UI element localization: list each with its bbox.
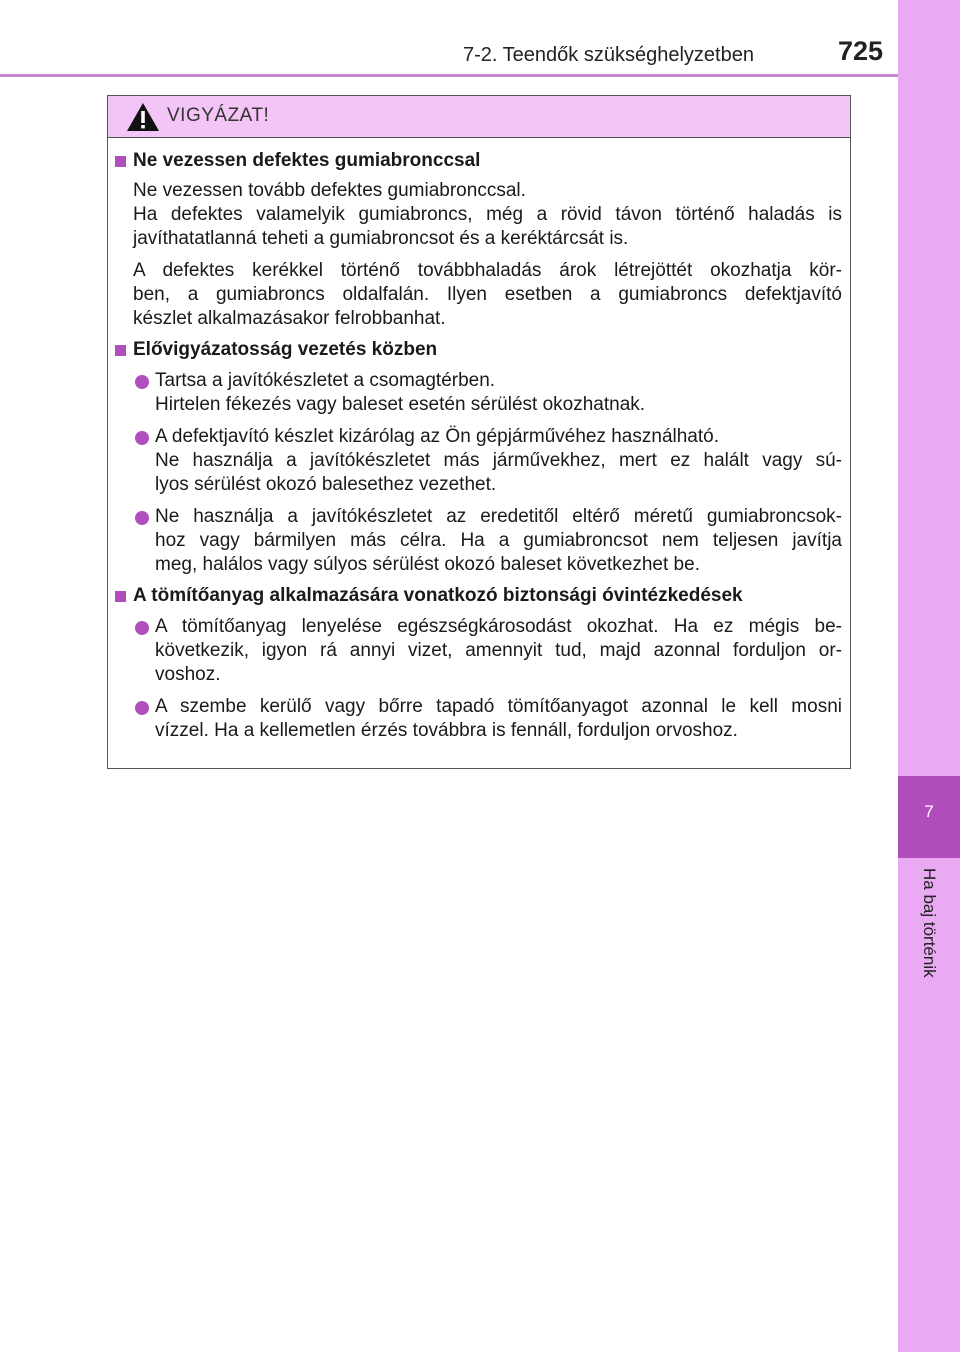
heading-sealant-safety: A tömítőanyag alkalmazására vonatkozó biztonsági óvintézkedések [133,585,743,606]
text-line: Ne használja a javítókészletet más járművekhez, mert ez halált vagy sú- [155,450,842,471]
header-rule [0,74,898,77]
text-line: javíthatatlanná teheti a gumiabroncsot és a keréktárcsát is. [133,228,629,249]
round-bullet-icon [135,511,149,525]
chapter-number: 7 [924,802,934,821]
warning-triangle-icon [126,102,160,132]
text-line: ben, a gumiabroncs oldalfalán. Ilyen esetben a gumiabroncs defektjavító [133,284,842,305]
side-tab [898,0,960,1352]
warning-box [107,95,851,769]
page-number: 725 [838,36,884,66]
round-bullet-icon [135,701,149,715]
round-bullet-icon [135,621,149,635]
warning-header [108,96,850,138]
section-title: 7-2. Teendők szükséghelyzetben [463,44,754,66]
text-line: készlet alkalmazásakor felrobbanhat. [133,308,446,329]
text-line: Tartsa a javítókészletet a csomagtérben. [155,370,496,391]
chapter-tab [898,776,960,858]
round-bullet-icon [135,375,149,389]
text-line: Ne vezessen tovább defektes gumiabronccsal. [133,180,526,201]
square-bullet-icon [115,156,126,167]
warning-title: VIGYÁZAT! [167,105,270,126]
text-line: következik, igyon rá annyi vizet, amennyit tud, majd azonnal forduljon or- [155,640,842,661]
square-bullet-icon [115,345,126,356]
round-bullet-icon [135,431,149,445]
heading-driving-precaution: Elővigyázatosság vezetés közben [133,339,438,360]
text-line: Ne használja a javítókészletet az eredetitől eltérő méretű gumiabroncsok- [155,506,842,527]
text-line: lyos sérülést okozó balesethez vezethet. [155,474,497,495]
text-line: A defektjavító készlet kizárólag az Ön gépjárművéhez használható. [155,426,719,447]
chapter-label [898,868,960,1008]
text-line: vízzel. Ha a kellemetlen érzés továbbra is fennáll, forduljon orvoshoz. [155,720,738,741]
text-line: A tömítőanyag lenyelése egészségkárosodást okozhat. Ha ez mégis be- [155,616,842,637]
text-line: Ha defektes valamelyik gumiabroncs, még a rövid távon történő haladás is [133,204,842,225]
chapter-label-text: Ha baj történik [920,868,939,978]
text-line: meg, halálos vagy súlyos sérülést okozó baleset következhet be. [155,554,700,575]
text-line: A defektes kerékkel történő továbbhaladás árok létrejöttét okozhatja kör- [133,260,842,281]
square-bullet-icon [115,591,126,602]
text-line: Hirtelen fékezés vagy baleset esetén sérülést okozhatnak. [155,394,646,415]
text-line: hoz vagy bármilyen más célra. Ha a gumiabroncsot nem teljesen javítja [155,530,842,551]
text-line: voshoz. [155,664,221,685]
heading-flat-tire: Ne vezessen defektes gumiabronccsal [133,150,481,171]
text-line: A szembe kerülő vagy bőrre tapadó tömítőanyagot azonnal le kell mosni [155,696,842,717]
